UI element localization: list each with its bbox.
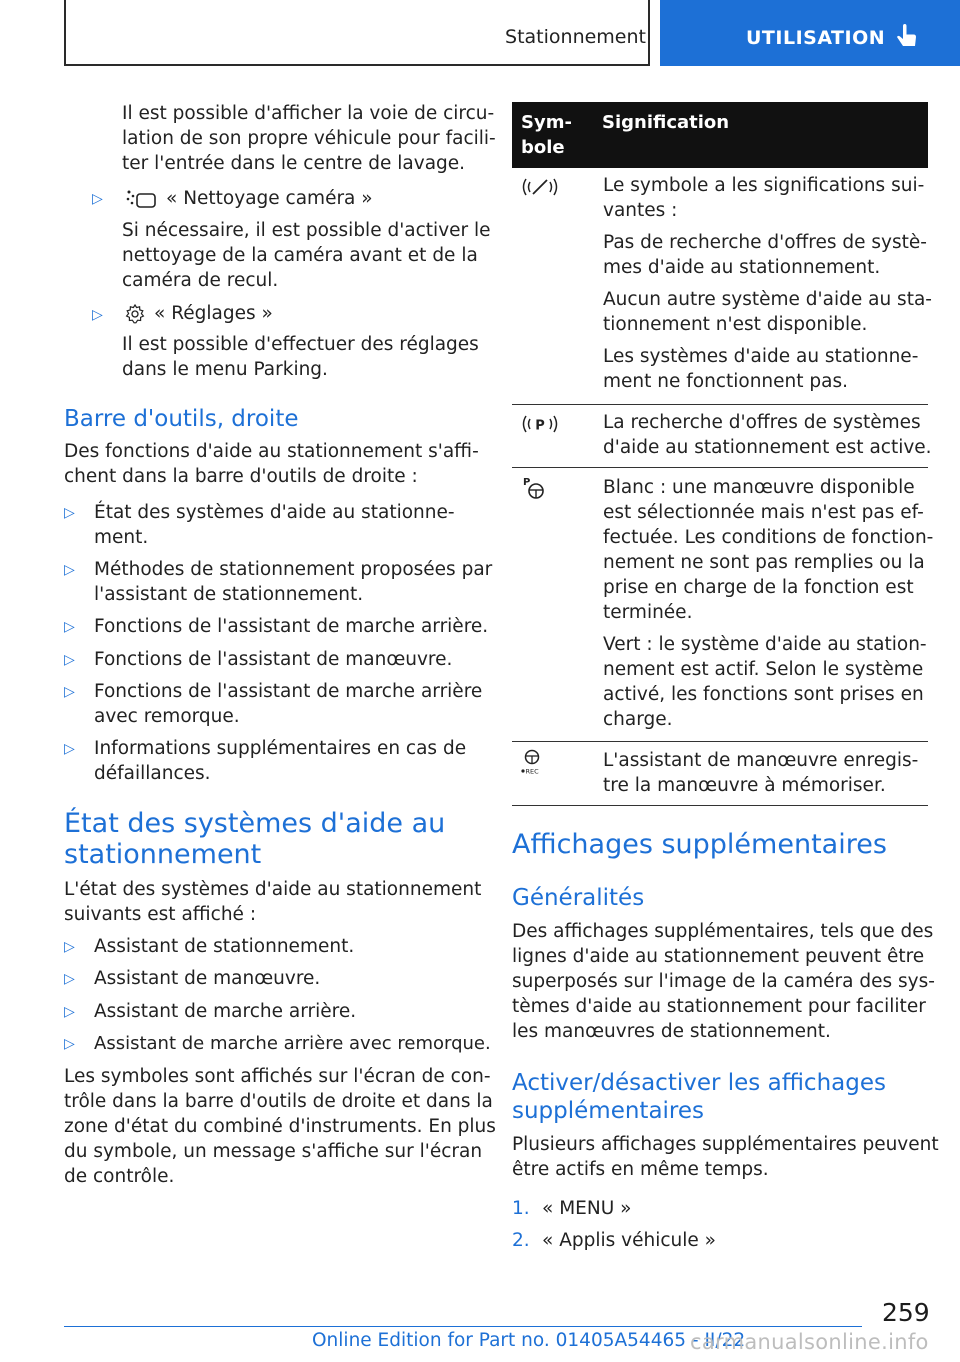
status-outro-4: du symbole, un message s'affiche sur l'écran (64, 1141, 483, 1162)
toggle-heading-line-1: Activer/désactiver les affichages (512, 1070, 886, 1096)
rec-label: REC (525, 767, 539, 776)
row3-p1-line-2: est sélectionnée mais n'est pas ef- (603, 502, 924, 523)
col-meaning: Signification (602, 112, 730, 133)
toolbar-intro-2: chent dans la barre d'outils de droite : (64, 466, 418, 487)
table-row-divider (512, 805, 928, 806)
toggle-text-1: Plusieurs affichages supplémentaires peuvent (512, 1134, 939, 1155)
general-text-5: les manœuvres de stationnement. (512, 1021, 831, 1042)
settings-text-1: Il est possible d'effectuer des réglages (122, 334, 479, 355)
status-item-4: Assistant de marche arrière avec remorque. (94, 1033, 491, 1054)
bullet-marker: ▷ (64, 684, 75, 700)
table-row-divider (512, 741, 928, 742)
status-item-2: Assistant de manœuvre. (94, 968, 321, 989)
toggle-heading-line-2: supplémentaires (512, 1098, 705, 1124)
row4-line-2: tre la manœuvre à mémoriser. (603, 775, 886, 796)
bullet-marker: ▷ (64, 939, 75, 955)
parking-assist-crossed-icon (520, 176, 560, 198)
row2-line-1: La recherche d'offres de systèmes (603, 412, 921, 433)
camera-cleaning-text-1: Si nécessaire, il est possible d'activer le (122, 220, 491, 241)
watermark: carmanualsonline.info (690, 1330, 929, 1354)
status-intro-1: L'état des systèmes d'aide au stationnement (64, 879, 482, 900)
row1-p3-line-2: tionnement n'est disponible. (603, 314, 868, 335)
toolbar-item-5-line-2: avec remorque. (94, 706, 240, 727)
intro-line-1: Il est possible d'afficher la voie de circu- (122, 103, 495, 124)
bullet-marker: ▷ (64, 619, 75, 635)
row1-p2-line-1: Pas de recherche d'offres de systè- (603, 232, 927, 253)
toolbar-item-1-line-2: ment. (94, 527, 149, 548)
settings-label: « Réglages » (154, 303, 273, 324)
bullet-marker: ▷ (64, 971, 75, 987)
camera-cleaning-icon (124, 187, 158, 211)
row3-p1-line-6: terminée. (603, 602, 693, 623)
intro-line-3: ter l'entrée dans le centre de lavage. (122, 153, 466, 174)
row3-p2-line-4: charge. (603, 709, 673, 730)
toolbar-item-2-line-1: Méthodes de stationnement proposées par (94, 559, 493, 580)
table-row-divider (512, 467, 928, 468)
general-text-2: lignes d'aide au stationnement peuvent être (512, 946, 925, 967)
status-item-1: Assistant de stationnement. (94, 936, 355, 957)
general-heading: Généralités (512, 885, 645, 911)
svg-text:P: P (523, 477, 531, 488)
step-number: 1. (512, 1198, 530, 1219)
camera-cleaning-label: « Nettoyage caméra » (166, 188, 373, 209)
status-heading-line-1: État des systèmes d'aide au (64, 808, 446, 839)
page-number: 259 (882, 1298, 930, 1327)
chapter-tab-label: UTILISATION (746, 27, 886, 49)
row1-p4-line-2: ment ne fonctionnent pas. (603, 371, 848, 392)
edition-note: Online Edition for Part no. 01405A54465 - II/22 (312, 1330, 746, 1351)
row3-p1-line-1: Blanc : une manœuvre disponible (603, 477, 915, 498)
table-row-divider (512, 404, 928, 405)
status-outro-2: trôle dans la barre d'outils de droite et dans la (64, 1091, 493, 1112)
step-number: 2. (512, 1230, 530, 1251)
bullet-marker: ▷ (64, 505, 75, 521)
row3-p2-line-3: activé, les fonctions sont prises en (603, 684, 924, 705)
row1-p2-line-2: mes d'aide au stationnement. (603, 257, 881, 278)
chapter-tab[interactable] (660, 0, 960, 66)
bullet-marker: ▷ (64, 1036, 75, 1052)
toolbar-item-5-line-1: Fonctions de l'assistant de marche arrière (94, 681, 483, 702)
camera-cleaning-text-3: caméra de recul. (122, 270, 279, 291)
bullet-marker: ▷ (92, 191, 103, 207)
status-outro-1: Les symboles sont affichés sur l'écran de con- (64, 1066, 491, 1087)
step-text-vehicle-apps: « Applis véhicule » (542, 1230, 716, 1251)
row3-p1-line-5: prise en charge de la fonction est (603, 577, 914, 598)
status-outro-3: zone d'état du combiné d'instruments. En plus (64, 1116, 496, 1137)
row1-p1-line-1: Le symbole a les significations sui- (603, 175, 925, 196)
extra-displays-heading: Affichages supplémentaires (512, 829, 887, 860)
general-text-3: superposés sur l'image de la caméra des sys- (512, 971, 935, 992)
toolbar-item-6-line-2: défaillances. (94, 763, 211, 784)
symbol-table-header (512, 102, 928, 168)
status-outro-5: de contrôle. (64, 1166, 175, 1187)
step-text-menu: « MENU » (542, 1198, 632, 1219)
maneuver-record-icon (520, 748, 544, 776)
header-section-title: Stationnement (505, 26, 646, 48)
row3-p2-line-1: Vert : le système d'aide au station- (603, 634, 927, 655)
general-text-4: tèmes d'aide au stationnement pour faciliter (512, 996, 926, 1017)
row1-p3-line-1: Aucun autre système d'aide au sta- (603, 289, 932, 310)
row3-p1-line-3: fectuée. Les conditions de fonction- (603, 527, 934, 548)
col-symbol-line-2: bole (521, 137, 565, 158)
hand-pointer-icon (892, 22, 922, 52)
toolbar-item-6-line-1: Informations supplémentaires en cas de (94, 738, 467, 759)
intro-line-2: lation de son propre véhicule pour facili- (122, 128, 496, 149)
maneuver-assistant-icon (522, 475, 546, 501)
camera-cleaning-text-2: nettoyage de la caméra avant et de la (122, 245, 478, 266)
general-text-1: Des affichages supplémentaires, tels que des (512, 921, 934, 942)
row3-p1-line-4: nement ne sont pas remplies ou la (603, 552, 925, 573)
toolbar-intro-1: Des fonctions d'aide au stationnement s'affi- (64, 441, 479, 462)
toolbar-item-4: Fonctions de l'assistant de manœuvre. (94, 649, 453, 670)
col-symbol-line-1: Sym- (521, 112, 572, 133)
footer-rule (64, 1326, 862, 1327)
svg-text:P: P (535, 418, 545, 434)
bullet-marker: ▷ (64, 1004, 75, 1020)
status-intro-2: suivants est affiché : (64, 904, 257, 925)
bullet-marker: ▷ (64, 562, 75, 578)
toolbar-item-2-line-2: l'assistant de stationnement. (94, 584, 364, 605)
toggle-text-2: être actifs en même temps. (512, 1159, 769, 1180)
toolbar-heading: Barre d'outils, droite (64, 406, 299, 432)
status-heading-line-2: stationnement (64, 839, 262, 870)
row1-p4-line-1: Les systèmes d'aide au stationne- (603, 346, 919, 367)
status-item-3: Assistant de marche arrière. (94, 1001, 357, 1022)
row4-line-1: L'assistant de manœuvre enregis- (603, 750, 919, 771)
parking-search-icon (520, 413, 560, 435)
row3-p2-line-2: nement est actif. Selon le système (603, 659, 924, 680)
toolbar-item-1-line-1: État des systèmes d'aide au stationne- (94, 502, 455, 523)
bullet-marker: ▷ (92, 307, 103, 323)
toolbar-item-3: Fonctions de l'assistant de marche arrière. (94, 616, 489, 637)
settings-text-2: dans le menu Parking. (122, 359, 328, 380)
row2-line-2: d'aide au stationnement est active. (603, 437, 932, 458)
bullet-marker: ▷ (64, 741, 75, 757)
row1-p1-line-2: vantes : (603, 200, 678, 221)
gear-icon (124, 303, 146, 325)
bullet-marker: ▷ (64, 652, 75, 668)
